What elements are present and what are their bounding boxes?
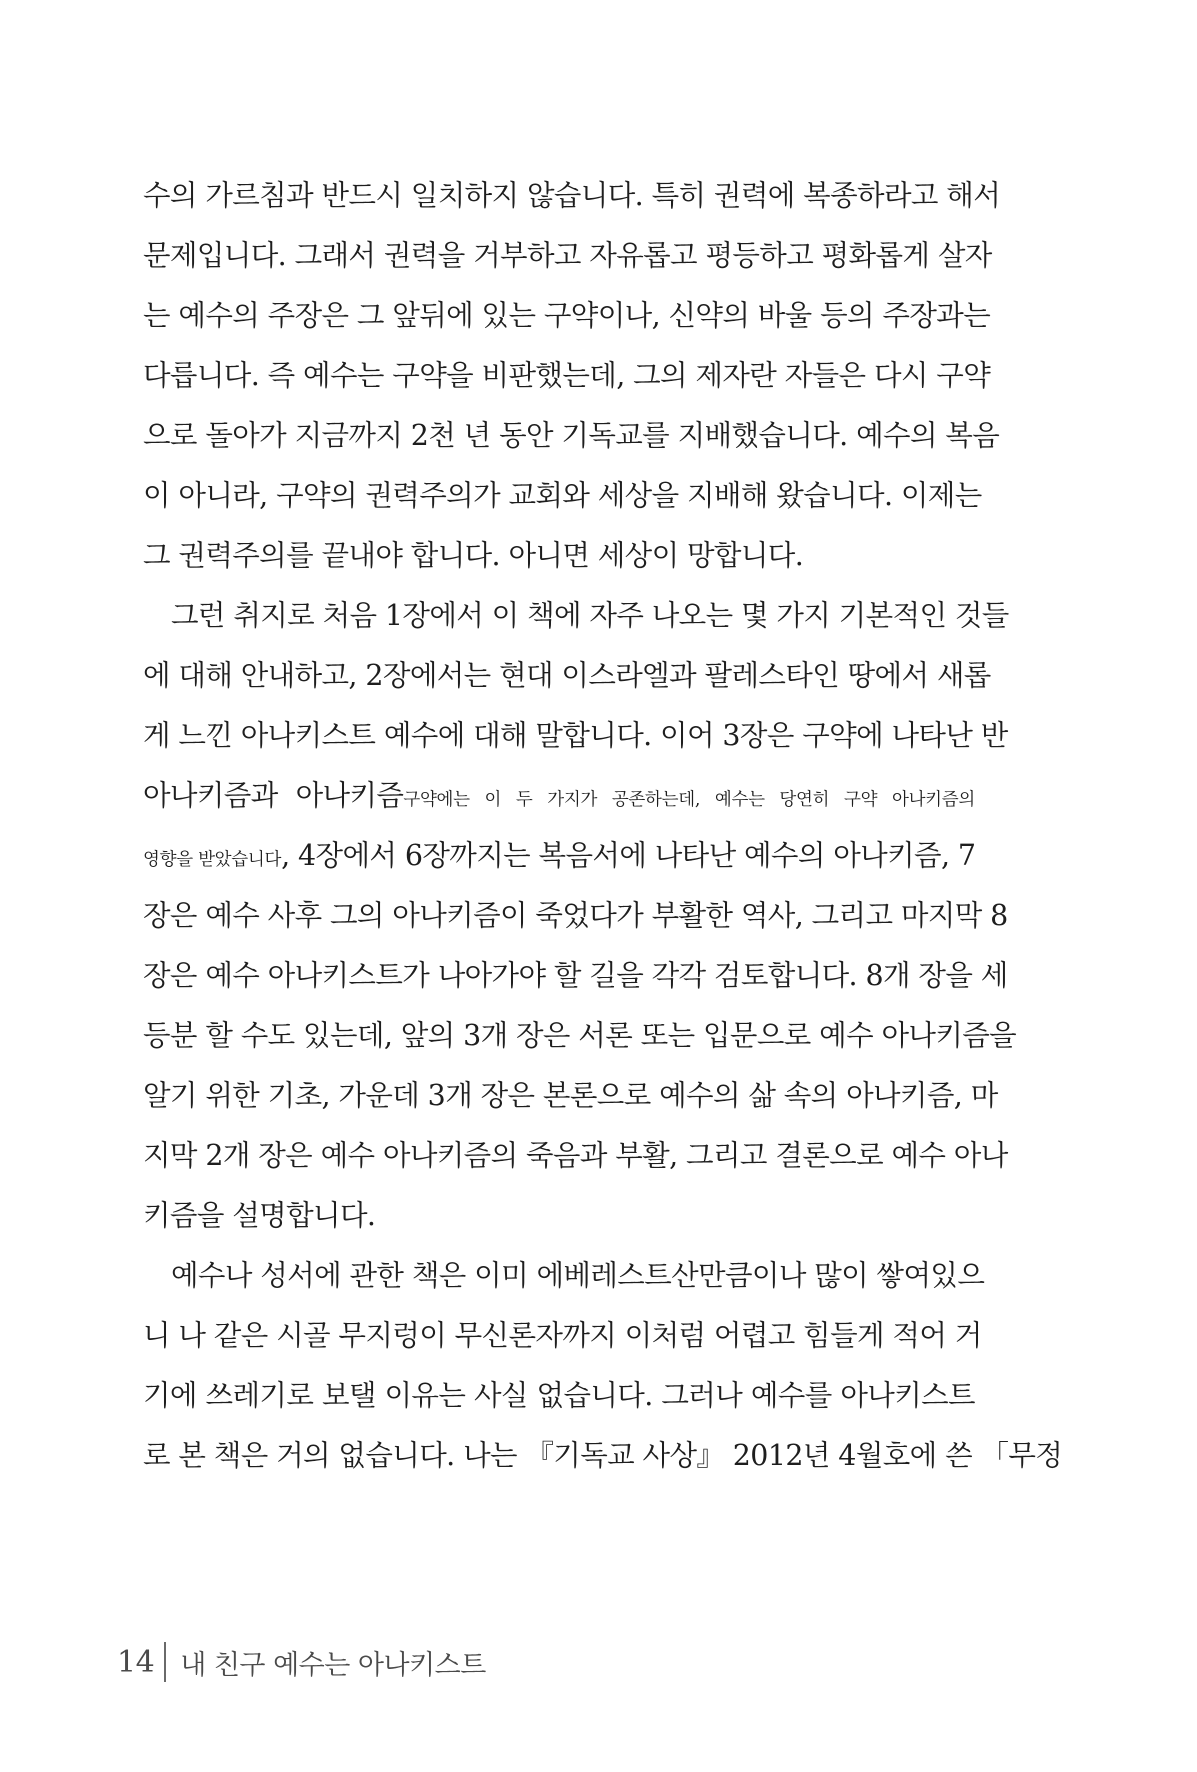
text-line: 게 느낀 아나키스트 예수에 대해 말합니다. 이어 3장은 구약에 나타난 반 xyxy=(143,719,1008,752)
text-segment: , 4장에서 6장까지는 복음서에 나타난 예수의 아나키즘, 7 xyxy=(281,839,976,872)
text-line: 장은 예수 사후 그의 아나키즘이 죽었다가 부활한 역사, 그리고 마지막 8 xyxy=(143,899,1008,932)
text-line: 문제입니다. 그래서 권력을 거부하고 자유롭고 평등하고 평화롭게 살자 xyxy=(143,239,992,272)
text-line: 로 본 책은 거의 없습니다. 나는 『기독교 사상』 2012년 4월호에 쓴 「무정 xyxy=(143,1439,1063,1472)
text-line: 키즘을 설명합니다. xyxy=(143,1199,376,1232)
running-title: 내 친구 예수는 아나키스트 xyxy=(180,1649,486,1681)
page-footer xyxy=(117,1640,486,1684)
footer-divider xyxy=(164,1642,166,1682)
paragraph-start-line: 예수나 성서에 관한 책은 이미 에베레스트산만큼이나 많이 쌓여있으 xyxy=(171,1259,985,1292)
text-line: 지막 2개 장은 예수 아나키즘의 죽음과 부활, 그리고 결론으로 예수 아나 xyxy=(143,1139,1008,1172)
text-line: 등분 할 수도 있는데, 앞의 3개 장은 서론 또는 입문으로 예수 아나키즘을 xyxy=(143,1019,1017,1052)
text-line: 는 예수의 주장은 그 앞뒤에 있는 구약이나, 신약의 바울 등의 주장과는 xyxy=(143,299,991,332)
text-line: 장은 예수 아나키스트가 나아가야 할 길을 각각 검토합니다. 8개 장을 세 xyxy=(143,959,1008,992)
body-text xyxy=(143,166,1063,1486)
text-line: 그 권력주의를 끝내야 합니다. 아니면 세상이 망합니다. xyxy=(143,539,804,572)
paragraph-start-line: 그런 취지로 처음 1장에서 이 책에 자주 나오는 몇 가지 기본적인 것들 xyxy=(171,599,1009,632)
inline-note: 영향을 받았습니다 xyxy=(143,850,282,870)
text-line: 으로 돌아가 지금까지 2천 년 동안 기독교를 지배했습니다. 예수의 복음 xyxy=(143,419,1000,452)
text-line: 수의 가르침과 반드시 일치하지 않습니다. 특히 권력에 복종하라고 해서 xyxy=(143,179,1001,212)
text-line: 기에 쓰레기로 보탤 이유는 사실 없습니다. 그러나 예수를 아나키스트 xyxy=(143,1379,975,1412)
text-line-with-note xyxy=(143,826,975,886)
text-line-with-note xyxy=(143,766,975,826)
text-line: 알기 위한 기초, 가운데 3개 장은 본론으로 예수의 삶 속의 아나키즘, 마 xyxy=(143,1079,998,1112)
text-line: 에 대해 안내하고, 2장에서는 현대 이스라엘과 팔레스타인 땅에서 새롭 xyxy=(143,659,991,692)
text-segment: 아나키즘과 아나키즘 xyxy=(143,779,404,812)
page-number: 14 xyxy=(117,1644,155,1680)
text-line: 이 아니라, 구약의 권력주의가 교회와 세상을 지배해 왔습니다. 이제는 xyxy=(143,479,982,512)
text-line: 니 나 같은 시골 무지렁이 무신론자까지 이처럼 어렵고 힘들게 적어 거 xyxy=(143,1319,982,1352)
inline-note: 구약에는 이 두 가지가 공존하는데, 예수는 당연히 구약 아나키즘의 xyxy=(403,790,976,810)
text-line: 다릅니다. 즉 예수는 구약을 비판했는데, 그의 제자란 자들은 다시 구약 xyxy=(143,359,991,392)
